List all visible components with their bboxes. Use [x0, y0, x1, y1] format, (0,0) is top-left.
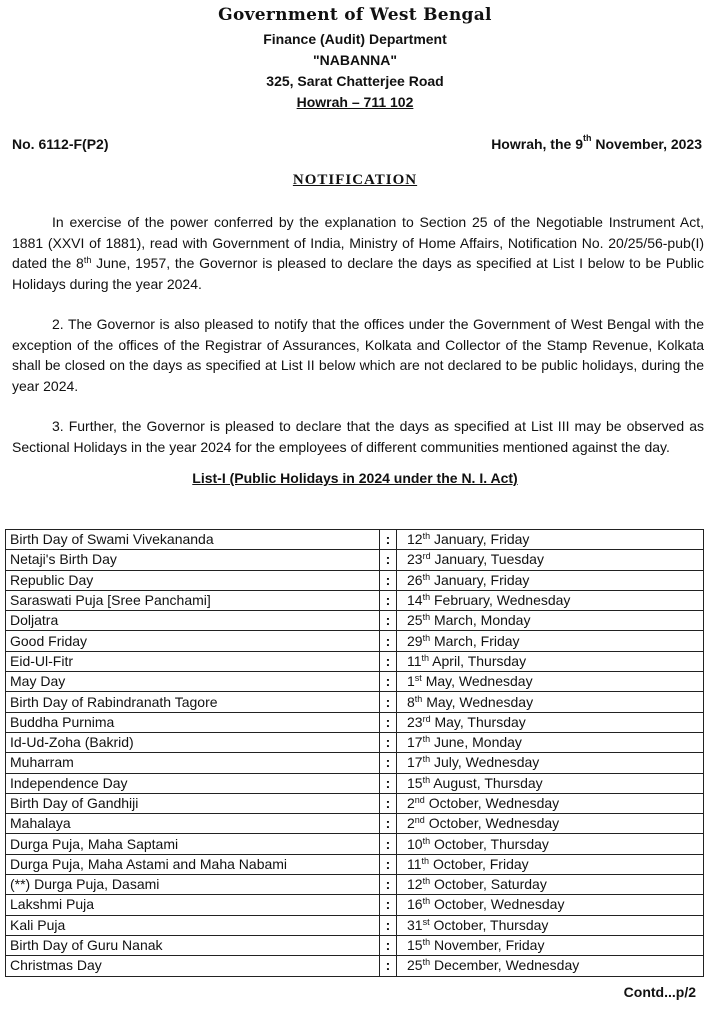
separator: : — [380, 854, 397, 874]
table-row — [6, 915, 704, 935]
holiday-name: Mahalaya — [6, 814, 380, 834]
holiday-date: 15th August, Thursday — [397, 773, 704, 793]
holiday-date: 11th April, Thursday — [397, 651, 704, 671]
table-row — [6, 935, 704, 955]
table-row — [6, 590, 704, 610]
table-row — [6, 712, 704, 732]
place-date: Howrah, the 9th November, 2023 — [491, 133, 702, 152]
separator: : — [380, 570, 397, 590]
reference-line — [12, 133, 702, 152]
holiday-date: 2nd October, Wednesday — [397, 814, 704, 834]
holiday-date: 26th January, Friday — [397, 570, 704, 590]
separator: : — [380, 915, 397, 935]
letterhead — [0, 5, 710, 113]
separator: : — [380, 753, 397, 773]
building-name: "NABANNA" — [312, 52, 398, 68]
holiday-name: May Day — [6, 672, 380, 692]
separator: : — [380, 732, 397, 752]
separator: : — [380, 590, 397, 610]
street-address: 325, Sarat Chatterjee Road — [266, 73, 444, 89]
table-row — [6, 956, 704, 976]
separator: : — [380, 530, 397, 550]
holiday-date: 17th July, Wednesday — [397, 753, 704, 773]
table-row — [6, 875, 704, 895]
holiday-name: Kali Puja — [6, 915, 380, 935]
government-name: Government of West Bengal — [218, 5, 492, 25]
notification-number: No. 6112-F(P2) — [12, 136, 109, 152]
holiday-name: Saraswati Puja [Sree Panchami] — [6, 590, 380, 610]
table-row — [6, 793, 704, 813]
holiday-date: 16th October, Wednesday — [397, 895, 704, 915]
separator: : — [380, 956, 397, 976]
table-row — [6, 895, 704, 915]
holiday-name: Doljatra — [6, 611, 380, 631]
holiday-date: 29th March, Friday — [397, 631, 704, 651]
holiday-name: Muharram — [6, 753, 380, 773]
holiday-date: 15th November, Friday — [397, 935, 704, 955]
paragraph-3: 3. Further, the Governor is pleased to declare that the days as specified at List III may be observed as Sectional Holidays in the year 2024 for the employees of different communities mentioned against the day. — [12, 418, 704, 455]
table-row — [6, 834, 704, 854]
separator: : — [380, 651, 397, 671]
holiday-date: 2nd October, Wednesday — [397, 793, 704, 813]
separator: : — [380, 935, 397, 955]
table-row — [6, 530, 704, 550]
separator: : — [380, 672, 397, 692]
holiday-name: Birth Day of Guru Nanak — [6, 935, 380, 955]
separator: : — [380, 550, 397, 570]
holiday-date: 31st October, Thursday — [397, 915, 704, 935]
table-row — [6, 854, 704, 874]
separator: : — [380, 773, 397, 793]
separator: : — [380, 631, 397, 651]
table-row — [6, 651, 704, 671]
holiday-date: 12th January, Friday — [397, 530, 704, 550]
separator: : — [380, 875, 397, 895]
holiday-name: (**) Durga Puja, Dasami — [6, 875, 380, 895]
holiday-date: 14th February, Wednesday — [397, 590, 704, 610]
holiday-name: Durga Puja, Maha Astami and Maha Nabami — [6, 854, 380, 874]
separator: : — [380, 814, 397, 834]
holiday-name: Birth Day of Swami Vivekananda — [6, 530, 380, 550]
holiday-date: 23rd January, Tuesday — [397, 550, 704, 570]
holiday-name: Birth Day of Rabindranath Tagore — [6, 692, 380, 712]
separator: : — [380, 611, 397, 631]
holiday-name: Birth Day of Gandhiji — [6, 793, 380, 813]
table-row — [6, 631, 704, 651]
holiday-name: Good Friday — [6, 631, 380, 651]
holiday-name: Buddha Purnima — [6, 712, 380, 732]
holiday-date: 12th October, Saturday — [397, 875, 704, 895]
holiday-date: 10th October, Thursday — [397, 834, 704, 854]
holiday-date: 17th June, Monday — [397, 732, 704, 752]
holiday-name: Netaji's Birth Day — [6, 550, 380, 570]
table-row — [6, 672, 704, 692]
holiday-date: 11th October, Friday — [397, 854, 704, 874]
paragraph-2: 2. The Governor is also pleased to notify that the offices under the Government of West Bengal with the exception of the offices of the Registrar of Assurances, Kolkata and Collector of the Stamp Revenue, Kolkata shall be closed on the days as specified at List II below which are not declared to be public holidays, during the year 2024. — [12, 316, 704, 394]
holiday-name: Independence Day — [6, 773, 380, 793]
table-row — [6, 550, 704, 570]
holiday-date: 23rd May, Thursday — [397, 712, 704, 732]
separator: : — [380, 692, 397, 712]
table-row — [6, 732, 704, 752]
table-row — [6, 753, 704, 773]
separator: : — [380, 793, 397, 813]
holiday-name: Id-Ud-Zoha (Bakrid) — [6, 732, 380, 752]
holiday-date: 25th December, Wednesday — [397, 956, 704, 976]
table-row — [6, 814, 704, 834]
separator: : — [380, 712, 397, 732]
list-title: List-I (Public Holidays in 2024 under the N. I. Act) — [192, 470, 518, 486]
paragraph-1: In exercise of the power conferred by the explanation to Section 25 of the Negotiable Instrument Act, 1881 (XXVI of 1881), read with Government of India, Ministry of Home Affairs, Notification No. 20/25/56-pub(I) dated the 8th June, 1957, the Governor is pleased to declare the days as specified at List I below to be Public Holidays during the year 2024. — [12, 214, 705, 292]
holiday-name: Republic Day — [6, 570, 380, 590]
department-name: Finance (Audit) Department — [263, 31, 447, 47]
holiday-name: Durga Puja, Maha Saptami — [6, 834, 380, 854]
holiday-table — [5, 529, 704, 977]
document-title: NOTIFICATION — [292, 172, 418, 188]
separator: : — [380, 834, 397, 854]
holiday-date: 8th May, Wednesday — [397, 692, 704, 712]
holiday-name: Christmas Day — [6, 956, 380, 976]
continued-note: Contd...p/2 — [623, 984, 696, 1000]
table-row — [6, 611, 704, 631]
table-row — [6, 773, 704, 793]
holiday-date: 1st May, Wednesday — [397, 672, 704, 692]
holiday-name: Eid-Ul-Fitr — [6, 651, 380, 671]
table-row — [6, 570, 704, 590]
holiday-date: 25th March, Monday — [397, 611, 704, 631]
holiday-name: Lakshmi Puja — [6, 895, 380, 915]
separator: : — [380, 895, 397, 915]
city-pin: Howrah – 711 102 — [296, 94, 414, 110]
table-row — [6, 692, 704, 712]
